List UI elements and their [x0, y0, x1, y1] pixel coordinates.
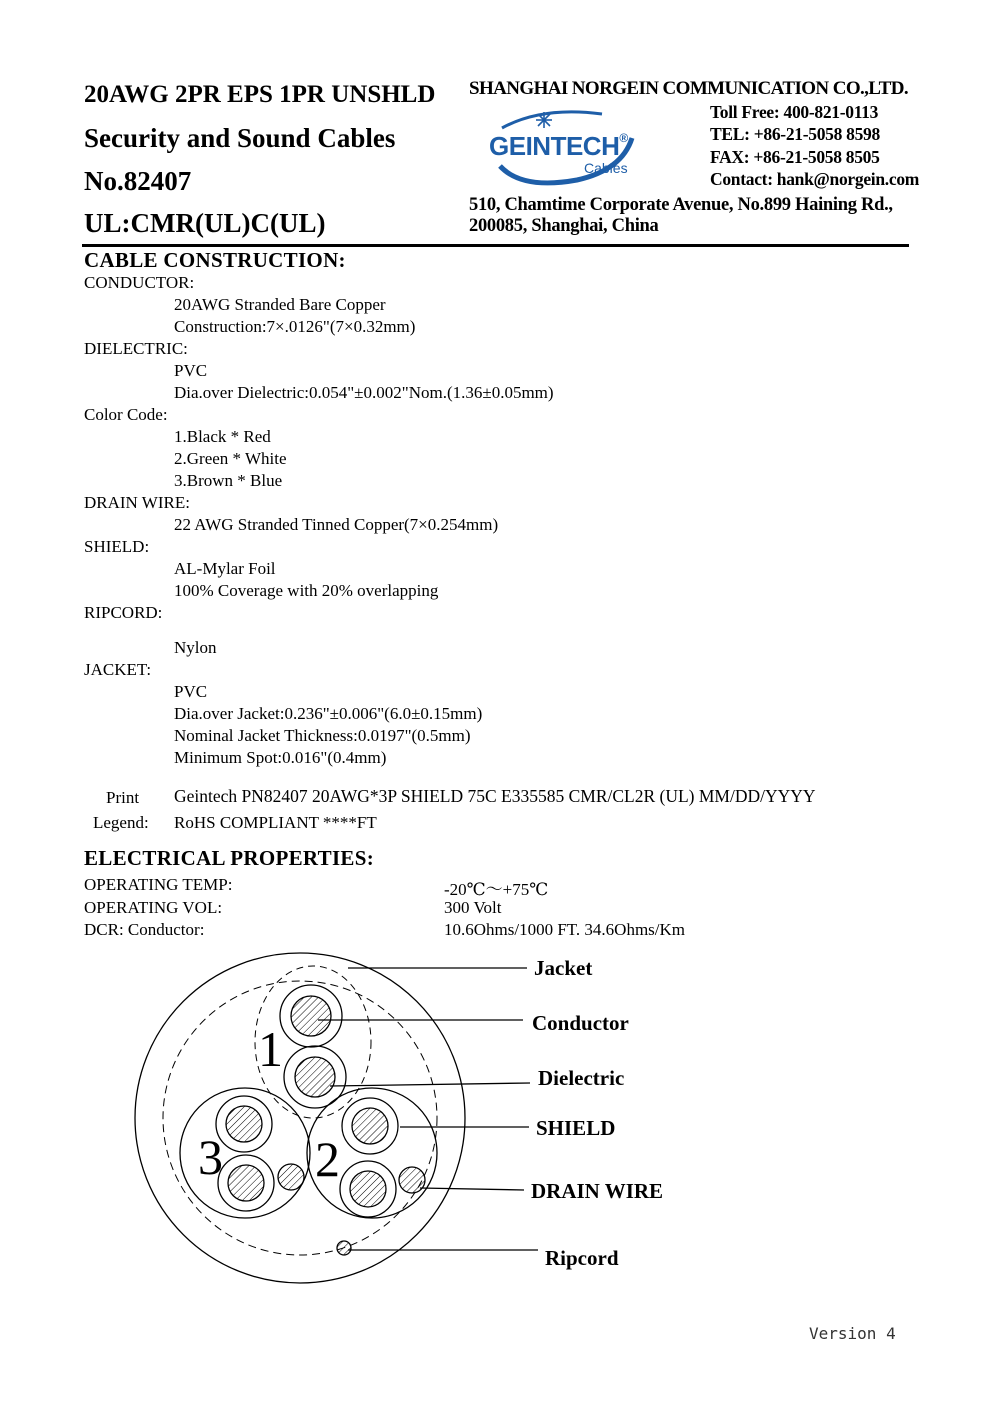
pair-2-drain-wire [399, 1167, 425, 1193]
logo-registered: ® [619, 131, 628, 145]
conductor-value: 20AWG Stranded Bare Copper [174, 295, 386, 314]
ripcord-label: RIPCORD: [84, 603, 163, 622]
print-legend-text: Geintech PN82407 20AWG*3P SHIELD 75C E335585 CMR/CL2R (UL) MM/DD/YYYY [174, 786, 816, 806]
leader-lines [318, 968, 538, 1250]
dcr-value: 10.6Ohms/1000 FT. 34.6Ohms/Km [444, 920, 686, 939]
label-conductor: Conductor [532, 1011, 629, 1035]
ripcord [337, 1241, 351, 1255]
color-code-value: 1.Black * Red [174, 427, 271, 446]
jacket-label: JACKET: [84, 660, 152, 679]
jacket-value: Minimum Spot:0.016"(0.4mm) [174, 748, 387, 767]
address-line-2: 200085, Shanghai, China [469, 216, 659, 236]
dielectric-label: DIELECTRIC: [84, 339, 188, 358]
print-legend-text: RoHS COMPLIANT ****FT [174, 813, 377, 832]
print-legend-label: Legend: [93, 813, 149, 832]
label-jacket: Jacket [534, 956, 593, 980]
pair-1-conductor [295, 1057, 335, 1097]
tel: TEL: +86-21-5058 8598 [710, 124, 880, 144]
print-legend-label: Print [106, 788, 140, 807]
label-shield: SHIELD [536, 1116, 616, 1140]
drain-wire-value: 22 AWG Stranded Tinned Copper(7×0.254mm) [174, 515, 499, 534]
color-code-value: 2.Green * White [174, 449, 287, 468]
approvals: UL:CMR(UL)C(UL) [84, 208, 326, 238]
jacket-value: PVC [174, 682, 208, 701]
operating-temp-value: -20℃～+75℃ [444, 880, 549, 899]
pair-number-1: 1 [258, 1021, 283, 1077]
pair-1-conductor [291, 996, 331, 1036]
color-code-label: Color Code: [84, 405, 168, 424]
shield-value: 100% Coverage with 20% overlapping [174, 581, 439, 600]
cable-title: 20AWG 2PR EPS 1PR UNSHLD [84, 81, 436, 108]
pair-3-drain-wire [278, 1164, 304, 1190]
cable-subtitle: Security and Sound Cables [84, 123, 396, 153]
dcr-label: DCR: Conductor: [84, 920, 205, 939]
jacket-value: Nominal Jacket Thickness:0.0197"(0.5mm) [174, 726, 471, 745]
logo-word: GEINTECH [489, 131, 620, 161]
color-code-value: 3.Brown * Blue [174, 471, 283, 490]
company-name: SHANGHAI NORGEIN COMMUNICATION CO.,LTD. [469, 78, 908, 99]
address-line-1: 510, Chamtime Corporate Avenue, No.899 Haining Rd., [469, 195, 893, 215]
version-label: Version 4 [809, 1324, 896, 1343]
part-number: No.82407 [84, 166, 192, 196]
dielectric-value: Dia.over Dielectric:0.054"±0.002"Nom.(1.36±0.05mm) [174, 383, 554, 402]
pair-2-conductor [352, 1108, 388, 1144]
pair-3-conductor [228, 1165, 264, 1201]
conductor-value: Construction:7×.0126"(7×0.32mm) [174, 317, 416, 336]
shield-label: SHIELD: [84, 537, 150, 556]
operating-temp-label: OPERATING TEMP: [84, 875, 233, 894]
operating-vol-value: 300 Volt [444, 898, 502, 917]
fax: FAX: +86-21-5058 8505 [710, 147, 880, 167]
label-dielectric: Dielectric [538, 1066, 625, 1090]
conductor-label: CONDUCTOR: [84, 273, 195, 292]
operating-vol-label: OPERATING VOL: [84, 898, 223, 917]
construction-heading: CABLE CONSTRUCTION: [84, 248, 346, 272]
label-drain-wire: DRAIN WIRE [531, 1179, 664, 1203]
logo-sub: Cables [584, 160, 628, 176]
ripcord-value: Nylon [174, 638, 217, 657]
pair-3-conductor [226, 1106, 262, 1142]
pair-number-3: 3 [198, 1129, 223, 1185]
drain-wire-label: DRAIN WIRE: [84, 493, 190, 512]
contact-email: Contact: hank@norgein.com [710, 169, 920, 189]
electrical-heading: ELECTRICAL PROPERTIES: [84, 846, 375, 870]
pair-number-2: 2 [315, 1131, 340, 1187]
dielectric-value: PVC [174, 361, 208, 380]
label-ripcord: Ripcord [545, 1246, 619, 1270]
jacket-value: Dia.over Jacket:0.236"±0.006"(6.0±0.15mm) [174, 704, 483, 723]
pair-2-conductor [350, 1171, 386, 1207]
toll-free: Toll Free: 400-821-0113 [710, 102, 879, 122]
shield-value: AL-Mylar Foil [174, 559, 276, 578]
